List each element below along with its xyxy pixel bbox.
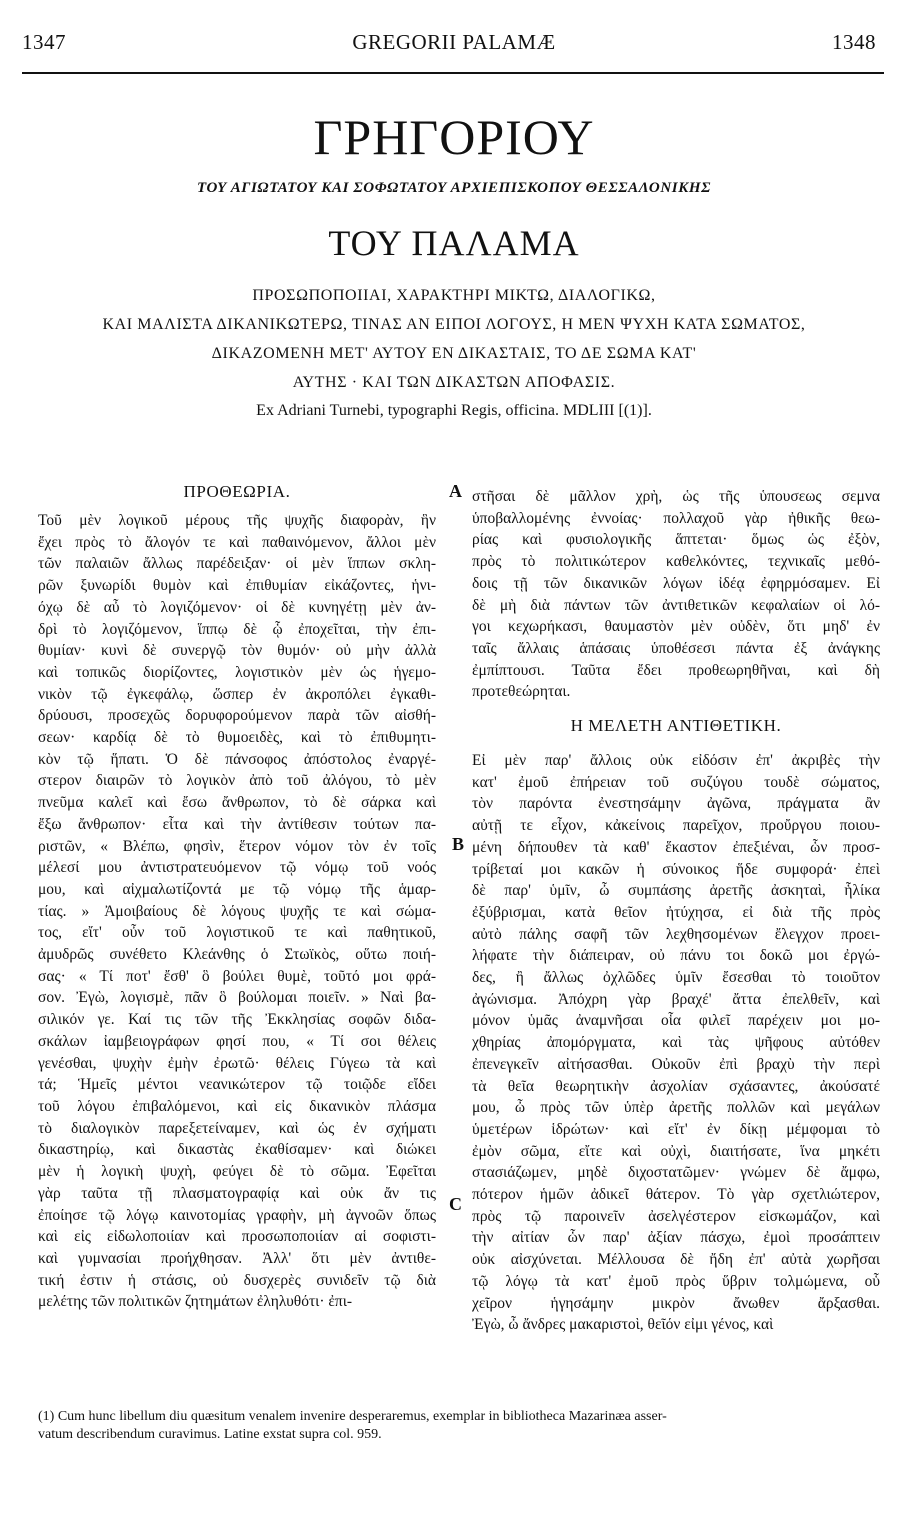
text-line: δρὶ τὸ λογιζόμενον, ἵππῳ δὲ ᾧ ἐποχεῖται, τὴν ἐπι- [38,620,436,638]
margin-marker-c: C [449,1194,462,1214]
text-line: δρύουσι, προσεχῶς δορυφορούμενον παρὰ τῶν αἰσθή- [38,707,436,725]
right-column-text-bottom [472,750,880,1336]
text-line: οὐκ αἰσχύνεται. Μέλλουσα δὲ ἤδη ἐπ' αὐτὰ χωρῆσαι [472,1251,880,1269]
text-line: γενέσθαι, ψυχὴν ἐμὴν ἐρωτῶ· θέλεις Γύγεω τὰ καὶ [38,1054,436,1072]
margin-marker-b: B [452,834,465,854]
text-line: λήφατε τὴν διάπειραν, οὐ πάνυ τοι δοκῶ μοι ἐργώ- [472,947,880,965]
text-line: χεῖρον ἡγησάμην μικρὸν ἄνωθεν ἄρξασθαι. [472,1294,880,1312]
work-description-line: ΚΑΙ ΜΑΛΙΣΤΑ ΔΙΚΑΝΙΚΩΤΕΡΩ, ΤΙΝΑΣ ΑΝ ΕΙΠΟΙ ΛΟΓΟΥΣ, Η ΜΕΝ ΨΥΧΗ ΚΑΤΑ ΣΩΜΑΤΟΣ, [102,316,806,333]
running-title: GREGORII PALAMÆ [352,30,556,54]
text-line: τὸν παρόντα ἐνεστησάμην ἀγῶνα, πράγματα ἂν [472,795,880,813]
text-line: μου, καὶ αἰχμαλωτίζοντά με τῷ νόμῳ τῆς ἁμαρ- [38,880,436,898]
text-line: τά; Ἡμεῖς μέντοι νεανικώτερον τῷ τοιῷδε εἴδει [38,1076,436,1094]
text-line: δὲ παρ' ὑμῖν, ὦ συμπάσης ἀρετῆς ἀσκηταὶ, ἧλίκα [472,882,880,900]
text-line: νικὸν τῷ ἐγκεφάλῳ, ὥσπερ ἐν ἀκροπόλει ἐγκαθι- [38,685,436,703]
margin-marker-a: A [449,481,462,501]
text-line: σεων· καρδίᾳ δὲ τὸ θυμοειδὲς, καὶ τὸ ἐπιθυμητι- [38,729,436,747]
text-line: μὲν ἡ λογικὴ ψυχὴ, φεύγει δὲ τὸ σῶμα. Ἐφεῖται [38,1163,436,1181]
text-line: σιλικόν γε. Καί τις τῶν τῆς Ἐκκλησίας σοφῶν διδα- [38,1011,436,1029]
left-page-number: 1347 [22,30,66,54]
text-line: γὰρ ταῦτα τῇ πλασματογραφίᾳ καὶ οὐκ ἄν τις [38,1184,436,1202]
text-line: σας· « Τί ποτ' ἔσθ' ὃ βούλει θυμὲ, τοῦτό μοι φρά- [38,967,436,985]
text-line: Ἐγὼ, ὦ ἄνδρες μακαριστοὶ, θεῖόν εἰμι γένος, καὶ [472,1316,774,1334]
footnote-line: (1) Cum hunc libellum diu quæsitum venalem invenire desperaremus, exemplar in bibliotheca Mazarinæa asser- [38,1409,667,1424]
text-line: πότερον ἡμῶν ἀδικεῖ θάτερον. Τὸ γὰρ σχετλιώτερον, [472,1186,880,1204]
author-subtitle: ΤΟΥ ΑΓΙΩΤΑΤΟΥ ΚΑΙ ΣΟΦΩΤΑΤΟΥ ΑΡΧΙΕΠΙΣΚΟΠΟΥ ΘΕΣΣΑΛΟΝΙΚΗΣ [196,180,711,196]
text-line: δὲ μὴ διὰ πάντων τῶν ἀντιθετικῶν κεφαλαίων οἱ λό- [472,596,880,614]
text-line: ἐξύβρισμαι, κατὰ θεῖον ἠτύχησα, εἰ διὰ τῆς πρὸς [472,903,880,921]
section-heading-protheoria: ΠΡΟΘΕΩΡΙΑ. [183,482,291,501]
right-column-text-top [472,486,880,703]
text-line: τίας. » Ἀμοιβαίους δὲ λόγους ψυχῆς τε καὶ σώμα- [38,902,436,920]
text-line: αὐτῇ τε εἶχον, κἀκείνοις παρεῖχον, προὔργου ποιου- [472,817,880,835]
text-line: κατ' ἐμοῦ ἐπήρειαν τοῦ συζύγου τουδὲ σώματος, [472,773,880,791]
text-line: καὶ εἰς εἰδωλοποιίαν καὶ προσωποποιίαν αἱ σοφιστι- [38,1228,436,1246]
text-line: Τοῦ μὲν λογικοῦ μέρους τῆς ψυχῆς διαφορὰν, ἣν [38,512,436,529]
text-line: τική ἐστιν ἡ στάσις, οὐ δυσχερὲς συνιδεῖν τῷ διὰ [38,1271,436,1289]
text-line: στερον διαιρῶν τὸ λογικὸν ἀπὸ τοῦ ἀλόγου, τὸ μὲν [38,772,436,790]
text-line: ἐποίησε τῷ λόγῳ καινοτομίας γραφὴν, μὴ ἀγνοῶν ὅπως [38,1206,436,1224]
text-line: όχῳ δὲ αὖ τὸ λογιζόμενον· οἱ δὲ κυνηγέτῃ μὲν ἀν- [38,598,436,616]
text-line: θυμίαν· κυνὶ δὲ συνεργῷ τὸν θυμόν· οὐ μὴν ἀλλὰ [38,642,436,660]
text-line: πρὸς τὸ πολιτικώτερον καθελκόντες, τεχνικαῖς μεθό- [472,553,880,571]
text-line: μόνον ὑμᾶς ἀναμνῆσαι οἷα φιλεῖ παρέχειν μοι μο- [472,1012,880,1030]
text-line: μένη δήπουθεν τὰ καθ' ἕκαστον ἐπεξιέναι, ὧν προσ- [472,838,880,856]
footnote [38,1408,880,1444]
text-line: ρῶν ξυνωρίδι θυμὸν καὶ ἐπιθυμίαν εἰκάζοντες, ἡνι- [38,577,436,595]
text-line: ἐμπίπτουσι. Ταῦτα ἔδει προθεωρηθῆναι, καὶ δὴ [472,661,880,679]
text-line: ταῖς ἄλλαις ἁπάσαις ὑποθέσεσι πάντα ἐξ ἀνάγκης [472,639,880,657]
work-description-line: ΔΙΚΑΖΟΜΕΝΗ ΜΕΤ' ΑΥΤΟΥ ΕΝ ΔΙΚΑΣΤΑΙΣ, ΤΟ ΔΕ ΣΩΜΑ ΚΑΤ' [211,345,697,362]
text-line: τῶν παλαιῶν ἄλλως παρέδειξαν· οἱ μὲν ἵππων σκλη- [38,555,436,573]
text-line: χθηρίας ἀπομόργματα, καὶ τὰς ψῆφους αὐτόθεν [472,1034,880,1052]
text-line: ριστῶν, « Βλέπω, φησὶν, ἕτερον νόμον τὸν ἐν τοῖς [38,837,436,855]
text-line: ὑποβαλλομένης ἐννοίας· πολλαχοῦ γὰρ ἠθικῆς θεω- [472,509,880,527]
text-line: τρίβεταί μοι κακῶν ἡ σύνοικος ἥδε συμφορά· ἐπεὶ [472,860,880,878]
text-line: ρίας καὶ φυσιολογικῆς ἅπτεται· ὅμως ὡς ἐξὸν, [472,531,880,549]
text-line: ἐμὸν σῶμα, εἴτε καὶ οὐχὶ, διαιτήσατε, ἵνα μηκέτι [472,1142,880,1160]
text-line: γοι κεχωρήκασι, θαυμαστὸν μὲν οὐδὲν, ὅτι μηδ' ἐν [472,618,880,636]
work-description-line: ΠΡΟΣΩΠΟΠΟΙΙΑΙ, ΧΑΡΑΚΤΗΡΙ ΜΙΚΤΩ, ΔΙΑΛΟΓΙΚΩ, [252,287,656,304]
text-line: ὑμετέρων ἱδρώτων· καὶ εἴτ' ἐν δίκῃ μέμφομαι τὸ [472,1120,880,1138]
text-line: τοῦ λόγου ἐπιβαλόμενοι, καὶ εἰς δικανικὸν πλάσμα [38,1097,436,1115]
text-line: στῆσαι δὲ μᾶλλον χρὴ, ὡς τῆς ὑπουσεως σεμνα [472,488,880,505]
text-line: καὶ τοπικῶς διορίζοντες, λογιστικὸν μὲν ὡς ἡγεμο- [38,663,436,681]
text-line: προτεθεώρηται. [472,683,571,701]
text-line: στασιάζωμεν, μηδὲ διχοστατῶμεν· γνώμεν δὲ ἄμφω, [472,1164,880,1182]
header-rule [22,72,884,74]
text-line: πρὸς τῷ παροινεῖν ἀσελγέστερον εἰσκωμάζον, καὶ [472,1207,880,1225]
text-line: σον. Ἐγὼ, λογισμὲ, πᾶν ὃ βούλομαι ποιεῖν. » Ναὶ βα- [38,989,436,1007]
text-line: τῷ λόγῳ τὰ κατ' ἐμοῦ πρὸς ὕβριν τολμώμενα, οὗ [472,1272,880,1290]
text-line: κὸν τῷ ἥπατι. Ὁ δὲ πάνσοφος ἀπόστολος ἐναργέ- [38,750,436,768]
text-line: σκάλων ἰαμβειογράφων φησί που, « Τί σοι θέλεις [38,1032,436,1050]
text-line: δες, ἢ ἄλλως ὀχλῶδες ὑμῖν ἔσεσθαι τὸ τοιοῦτον [472,969,880,987]
text-line: ἀμυδρῶς συνέθετο Κλεάνθης ὁ Στωϊκὸς, οὕτω ποιή- [38,946,436,964]
author-title: ΓΡΗΓΟΡΙΟΥ [313,109,595,165]
left-column-text [38,510,436,1313]
right-page-number: 1348 [832,30,876,54]
text-line: τος, εἴτ' οὖν τοῦ λογιστικοῦ τε καὶ παθητικοῦ, [38,924,436,942]
text-line: Εἰ μὲν παρ' ἄλλοις οὐκ εἰδόσιν ἐπ' ἀκριβὲς τὴν [472,752,880,769]
text-line: καὶ γυμνασίαι προήχθησαν. Ἀλλ' ὅτι μὲν ἀντιθε- [38,1249,436,1267]
text-line: ἔξω ἄνθρωπον· εἶτα καὶ τὴν ἀντίθεσιν τούτων πα- [38,815,436,833]
footnote-line: vatum describendum curavimus. Latine exstat supra col. 959. [38,1427,382,1442]
section-heading-melete: Η ΜΕΛΕΤΗ ΑΝΤΙΘΕΤΙΚΗ. [570,716,782,735]
text-line: αὐτὸ πάλης σαφῆ τῶν λεχθησομένων ἔλεγχον προει- [472,925,880,943]
text-line: τὴν αἰτίαν ὧν παρ' ἀξίαν πάσχω, ἐμοὶ προσάπτειν [472,1229,880,1247]
text-line: δικαστηρίῳ, καὶ δικαστὰς ἐκαθίσαμεν· καὶ διώκει [38,1141,436,1159]
text-line: ἀγώνισμα. Ἀπόχρη γὰρ βραχέ' ἄττα ἐπελθεῖν, καὶ [472,990,880,1008]
text-line: τὸ διαλογικὸν παρεξετείναμεν, καὶ ὡς ἐν σχήματι [38,1119,436,1137]
author-name: ΤΟΥ ΠΑΛΑΜΑ [328,223,580,263]
text-line: ἔχει πρὸς τὸ ἄλογόν τε καὶ παθαινόμενον, ἄλλοι μὲν [38,533,436,551]
text-line: μελέτης τῶν πολιτικῶν ζητημάτων ἐληλυθότι· ἐπι- [38,1293,353,1311]
work-description-line: ΑΥΤΗΣ · ΚΑΙ ΤΩΝ ΔΙΚΑΣΤΩΝ ΑΠΟΦΑΣΙΣ. [292,374,616,391]
text-line: μέλεσί μου ἀντιστρατευόμενον τῷ νόμῳ τοῦ νοός [38,859,436,877]
text-line: ἐπενεγκεῖν αἰτήσασθαι. Οὐκοῦν ἐπὶ βραχὺ τὴν περὶ [472,1055,880,1073]
text-line: τὰ θεῖα θεωρητικὴν ἀσχολίαν σχάσαντες, ἀκούσατέ [472,1077,880,1095]
imprint-line: Ex Adriani Turnebi, typographi Regis, officina. MDLIII [(1)]. [256,402,652,419]
text-line: πνεῦμα καλεῖ καὶ ἔσω ἄνθρωπον, τὸ δὲ σάρκα καὶ [38,794,436,812]
text-line: μου, ὦ πρὸς τῶν ὑπὲρ ἀρετῆς πολλῶν καὶ μεγάλων [472,1099,880,1117]
text-line: δοις τῇ τῶν δικανικῶν λόγων ἰδέᾳ ἐφηρμόσαμεν. Εἰ [472,574,880,592]
